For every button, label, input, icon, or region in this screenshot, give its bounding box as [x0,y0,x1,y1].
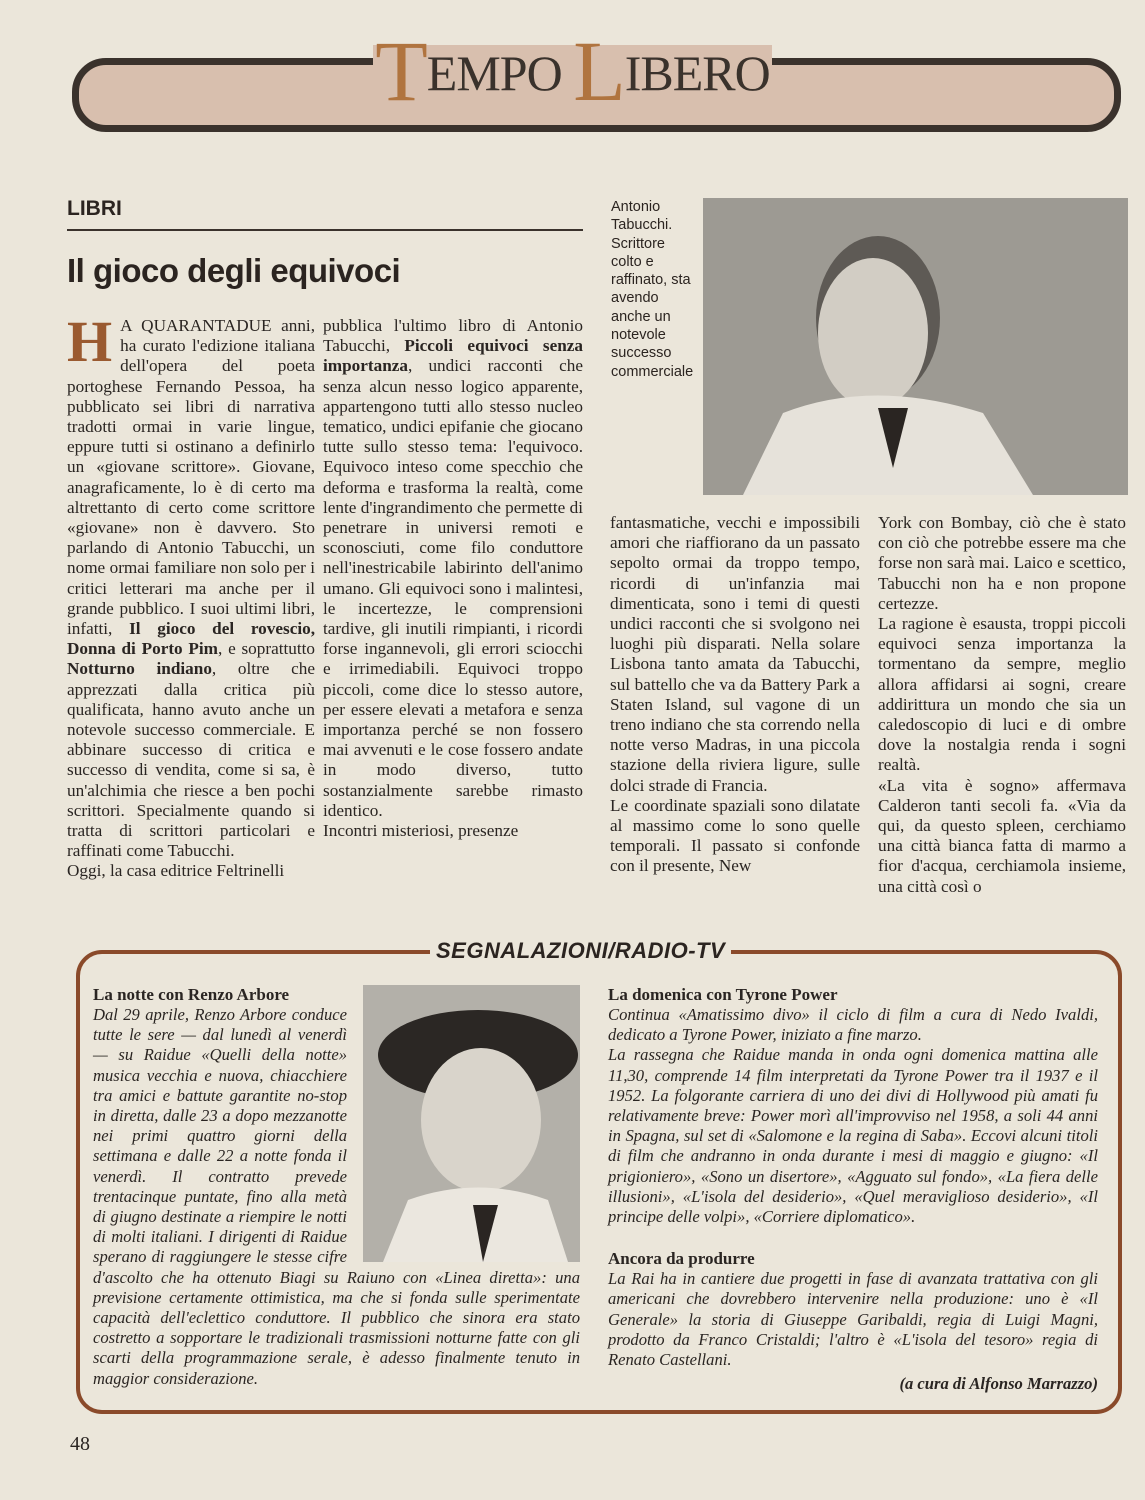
item-heading: Ancora da produrre [608,1249,755,1269]
paragraph: Incontri misteriosi, presenze [323,821,519,841]
article-column-1 [67,309,315,882]
article-column-4 [878,513,1126,897]
portrait-image [703,198,1128,495]
book-title: Il gioco del rovescio, Donna di Porto Pim [67,619,315,659]
article-column-2 [323,316,583,841]
paragraph: fantasmatiche, vecchi e impossibili amori che riaffiorano da un passato sepolto ormai da troppo tempo, ricordi di un'infanzia mai dimenticata, sono i temi di questi undici racconti che si svolgono nei luoghi più disparati. Nella solare Lisbona tanto amata da Tabucchi, sul battello che va da Battery Park a Staten Island, sul vagone di un treno indiano che sta correndo nella notte verso Madras, in una piccola stazione della riviera ligure, sulle dolci strade di Francia. [610,513,860,795]
text: , e soprattutto [218,639,315,659]
arbore-photo [363,985,580,1262]
portrait-image [363,985,580,1262]
book-title: Notturno indiano [67,659,212,679]
article-column-3 [610,513,860,877]
box-title: SEGNALAZIONI/RADIO-TV [430,938,731,964]
banner-initial-t: T [375,23,427,119]
section-divider [67,229,583,231]
item-text: La Rai ha in cantiere due progetti in fase di avanzata trattativa con gli americani che dovrebbero intervenire nella produzione: uno è «Il Generale» la storia di Giuseppe Garibaldi, regia di Luigi Magni, prodotto da Franco Cristaldi; l'altro è «L'isola del tesoro» regia di Renato Castellani. [608,1269,1098,1370]
item-heading: La notte con Renzo Arbore [93,985,290,1004]
box-item-ancora-da-produrre [608,1249,1098,1370]
banner-word-1: EMPO [426,45,562,101]
photo-caption: Antonio Tabucchi. Scrittore colto e raffinato, sta avendo anche un notevole successo commerciale [611,199,694,380]
box-right-column [608,985,1098,1394]
banner-initial-l: L [573,23,625,119]
article-headline: Il gioco degli equivoci [67,252,401,289]
item-text: Dal 29 aprile, Renzo Arbore conduce tutte le sere — dal lunedì al venerdì — su Raidue «Quelli della notte» musica vecchia e nuova, chiacchiere tra amici e battute garantite no-stop in diretta, dalle 23 a dopo mezzanotte nei primi quattro giorni della settimana e dalle 22 a notte fonda il venerdì. Il contratto prevede trentacinque puntate, fino alla metà di giugno destinate a riempire le notti di molti italiani. I dirigenti di Raidue sperano di raggiungere le stesse cifre d'ascolto che ha ottenuto Biagi su Raiuno con «Linea diretta»: una previsione certamente ottimistica, ma che si fonda sulle sperimentate capacità dell'eclettico conduttore. Il pubblico che sinora era stato costretto a sopportare le tradizionali trasmissioni notturne fatte con gli scarti della programmazione serale, è adesso finalmente tenuto in maggior considerazione. [93,1005,580,1388]
item-text: La rassegna che Raidue manda in onda ogni domenica mattina alle 11,30, comprende 14 film interpretati da Tyrone Power tra il 1937 e il 1952. La folgorante carriera di uno dei divi di Hollywood più amati fu relativamente breve: Power morì all'improvviso nel 1958, a soli 44 anni in Spagna, sul set di «Salomone e la regina di Saba». Eccovi alcuni titoli di film che andranno in onda durante i mesi di maggio e giugno: «Il prigioniero», «Sono un disertore», «Agguato sul fondo», «La fiera delle illusioni», «L'isola del desiderio», «Quel meraviglioso desiderio», «Il principe delle volpi», «Corriere diplomatico». [608,1045,1098,1227]
paragraph: «La vita è sogno» affermava Calderon tanti secoli fa. «Via da qui, da questo spleen, cerchiamo una città bianca fatta di marmo a fior d'acqua, cerchiamola insieme, una città così o [878,775,1126,896]
text: A QUARANTADUE anni, ha curato l'edizione italiana dell'opera del poeta portoghese Fernando Pessoa, ha pubblicato sei libri di narrativa tradotti ormai in varie lingue, eppure tutti si ostinano a definirlo un «giovane scrittore». Giovane, anagraficamente, lo è di certo ma altrettanto di certo come scrittore «giovane» non è davvero. Sto parlando di Antonio Tabucchi, un nome ormai familiare non solo per i critici letterari ma anche per il grande pubblico. I suoi ultimi libri, infatti, [67,316,315,639]
page-number: 48 [70,1433,90,1455]
paragraph: La ragione è esausta, troppi piccoli equivoci senza importanza la tormentano da sempre, meglio allora affidarsi ai sogni, creare addirittura un mondo che sia un caledoscopio di luci e di ombre dove la nostalgia renda i sogni realtà. [878,614,1126,775]
banner-word-2: IBERO [624,45,770,101]
section-label: LIBRI [67,197,122,220]
paragraph: York con Bombay, ciò che è stato con ciò che potrebbe essere ma che forse non sarà mai. Laico e scettico, Tabucchi non ha e non propone certezze. [878,513,1126,613]
box-item-tyrone-power [608,985,1098,1227]
paragraph: Le coordinate spaziali sono dilatate al massimo come lo sono quelle temporali. Il passato si confonde con il presente, New [610,795,860,876]
credit-line: (a cura di Alfonso Marrazzo) [899,1374,1098,1394]
book-title: Piccoli equivoci senza importanza [323,336,584,376]
text: , oltre che apprezzati dalla critica più qualificata, hanno avuto anche un notevole successo commerciale. E abbinare successo di critica e successo di vendita, come si sa, è un'alchimia che riesce a ben pochi scrittori. Specialmente quando si tratta di scrittori particolari e raffinati come Tabucchi. [67,659,315,861]
paragraph: Oggi, la casa editrice Feltrinelli [67,861,285,881]
author-photo [703,198,1128,495]
box-item-arbore [93,985,580,1389]
banner-title [0,23,1145,119]
item-text: Continua «Amatissimo divo» il ciclo di film a cura di Nedo Ivaldi, dedicato a Tyrone Power, iniziato a fine marzo. [608,1005,1098,1045]
text: pubblica l'ultimo libro di Antonio Tabucchi, [323,316,583,356]
item-heading: La domenica con Tyrone Power [608,985,838,1004]
drop-cap: H [67,309,113,374]
text: , undici racconti che senza alcun nesso logico apparente, appartengono tutti allo stesso nucleo tematico, undici epifanie che giocano tutte sullo stesso tema: l'equivoco. Equivoco inteso come specchio che deforma e trasforma la realtà, come lente d'ingrandimento che permette di penetrare in universi remoti e sconosciuti, come filo conduttore nell'inestricabile labirinto dell'animo umano. Gli equivoci sono i malintesi, le incertezze, le comprensioni tardive, gli inutili rimpianti, i ricordi forse ingannevoli, gli errori sciocchi e irrimediabili. Equivoci troppo piccoli, come dice lo stesso autore, per essere elevati a metafora e senza importanza perché se non fossero mai avvenuti e le cose fossero andate in modo diverso, tutto sostanzialmente sarebbe rimasto identico. [323,356,583,820]
